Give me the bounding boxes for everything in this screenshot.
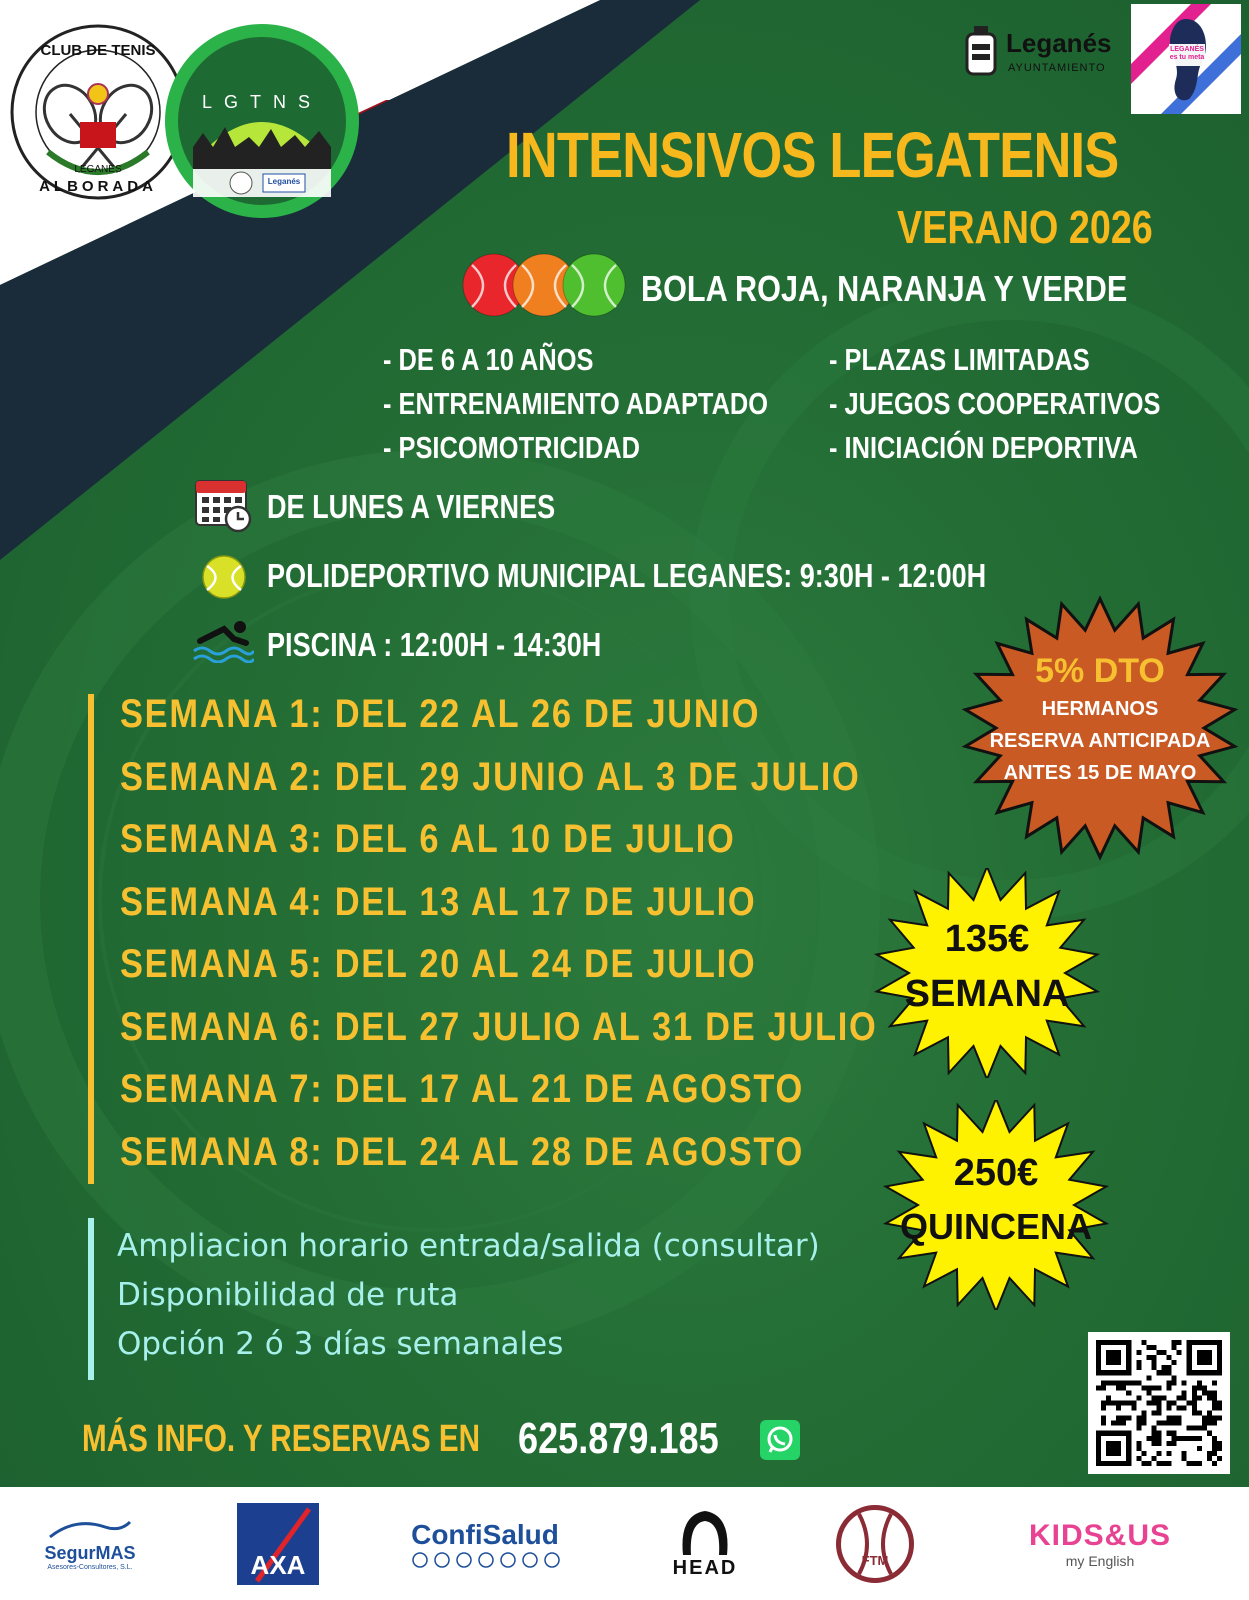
- confisalud-text: ConfiSalud: [411, 1518, 559, 1550]
- page-title: INTENSIVOS LEGATENIS: [506, 119, 1119, 191]
- discount-headline: 5% DTO: [1035, 652, 1165, 690]
- feature-item: - PLAZAS LIMITADAS: [829, 342, 1090, 377]
- week-item: SEMANA 7: DEL 17 AL 21 DE AGOSTO: [120, 1067, 804, 1111]
- discount-line2: RESERVA ANTICIPADA: [989, 730, 1211, 752]
- week-item: SEMANA 6: DEL 27 JULIO AL 31 DE JULIO: [120, 1004, 878, 1049]
- ball-icon: [563, 254, 625, 316]
- week-item: SEMANA 4: DEL 13 AL 17 DE JULIO: [120, 879, 757, 924]
- balls-label: BOLA ROJA, NARANJA Y VERDE: [641, 268, 1128, 309]
- price-fortnight-badge: [881, 1100, 1111, 1310]
- sponsor-kidsus: [1010, 1487, 1190, 1600]
- contact-phone: 625.879.185: [518, 1414, 719, 1463]
- tennis-balls-icon: [462, 250, 632, 320]
- price-week-label: SEMANA: [904, 973, 1070, 1015]
- lgtns-logo-badge-text: Leganés: [267, 177, 301, 186]
- kidsus-text: KIDS&US: [1028, 1518, 1171, 1552]
- tennis-ball-icon: [201, 554, 247, 600]
- extra-item: Opción 2 ó 3 días semanales: [117, 1326, 564, 1362]
- club-alborada-logo: [8, 22, 188, 202]
- sponsor-segurmas: [30, 1487, 150, 1600]
- week-item: SEMANA 5: DEL 20 AL 24 DE JULIO: [120, 942, 757, 986]
- extras-bar: [88, 1218, 94, 1380]
- schedule-sports: POLIDEPORTIVO MUNICIPAL LEGANES: 9:30H - 12:00H: [267, 557, 987, 594]
- week-item: SEMANA 1: DEL 22 AL 26 DE JUNIO: [120, 692, 761, 736]
- leganes-meta-text: LEGANÉS es tu meta: [1169, 46, 1205, 61]
- schedule-pool: PISCINA : 12:00H - 14:30H: [267, 626, 602, 663]
- ayuntamiento-sub: AYUNTAMIENTO: [1008, 62, 1106, 74]
- sponsors-bar: [0, 1487, 1249, 1600]
- weeks-bar: [88, 694, 94, 1184]
- axa-text: AXA: [250, 1549, 306, 1580]
- price-week-badge: [872, 868, 1102, 1078]
- qr-code[interactable]: [1088, 1332, 1230, 1474]
- whatsapp-icon: [760, 1420, 800, 1460]
- week-item: SEMANA 8: DEL 24 AL 28 DE AGOSTO: [120, 1129, 804, 1174]
- week-item: SEMANA 2: DEL 29 JUNIO AL 3 DE JULIO: [120, 754, 861, 799]
- sponsor-axa: [236, 1487, 320, 1600]
- feature-item: - INICIACIÓN DEPORTIVA: [829, 430, 1138, 465]
- feature-item: - DE 6 A 10 AÑOS: [383, 342, 594, 377]
- segurmas-sub: Asesores-Consultores, S.L.: [47, 1563, 133, 1571]
- ayuntamiento-logo: [964, 26, 1114, 84]
- segurmas-text: SegurMAS: [44, 1542, 136, 1563]
- kidsus-sub: my English: [1065, 1552, 1135, 1569]
- discount-badge: [960, 594, 1240, 862]
- discount-line1: HERMANOS: [1041, 698, 1159, 720]
- price-fortnight-amount: 250€: [953, 1152, 1039, 1194]
- club-logo-middle-text: LEGANES: [74, 164, 122, 175]
- week-item: SEMANA 3: DEL 6 AL 10 DE JULIO: [120, 817, 736, 861]
- sponsor-ftm: [832, 1487, 918, 1600]
- sponsor-confisalud: [400, 1487, 570, 1600]
- feature-item: - ENTRENAMIENTO ADAPTADO: [383, 386, 769, 421]
- swimmer-icon: [190, 617, 254, 663]
- price-fortnight-label: QUINCENA: [899, 1206, 1092, 1247]
- page-subtitle: VERANO 2026: [897, 201, 1153, 253]
- extra-item: Disponibilidad de ruta: [117, 1277, 459, 1313]
- contact-label: MÁS INFO. Y RESERVAS EN: [82, 1418, 481, 1460]
- price-week-amount: 135€: [944, 918, 1030, 960]
- discount-line3: ANTES 15 DE MAYO: [1003, 762, 1197, 784]
- schedule-days: DE LUNES A VIERNES: [267, 488, 556, 525]
- feature-item: - PSICOMOTRICIDAD: [383, 430, 641, 465]
- club-logo-bottom-text: ALBORADA: [39, 178, 157, 195]
- extra-item: Ampliacion horario entrada/salida (consultar): [117, 1228, 820, 1264]
- calendar-icon: [194, 475, 252, 533]
- leganes-meta-logo: [1131, 4, 1241, 114]
- club-logo-top-text: CLUB DE TENIS: [40, 42, 156, 59]
- ftm-text: FTM: [861, 1552, 889, 1568]
- lgtns-logo-text: LGTNS: [201, 92, 322, 112]
- ayuntamiento-name: Leganés: [1006, 28, 1112, 58]
- feature-item: - JUEGOS COOPERATIVOS: [829, 386, 1161, 421]
- lgtns-logo: [163, 22, 361, 220]
- head-text: HEAD: [672, 1557, 738, 1579]
- sponsor-head: [660, 1487, 750, 1600]
